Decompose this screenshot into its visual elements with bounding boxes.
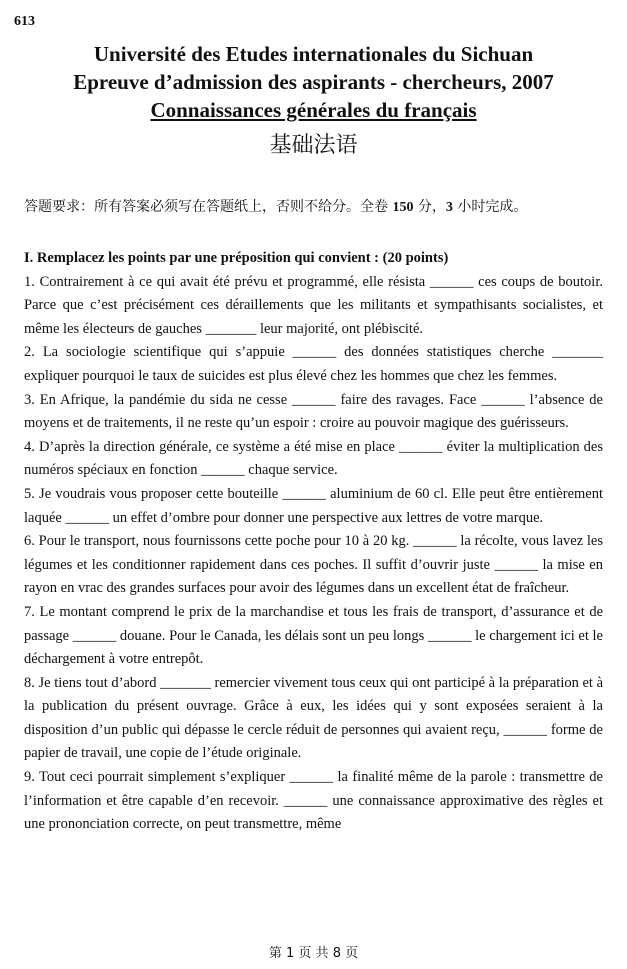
question-3: 3. En Afrique, la pandémie du sida ne cesse ______ faire des ravages. Face ______ l’absence de moyens et de traitements, il ne reste qu’un espoir : croire au pouvoir magique des guérisseurs. — [24, 391, 603, 432]
subject-title: Connaissances générales du français — [150, 98, 477, 122]
question-6: 6. Pour le transport, nous fournissons cette poche pour 10 à 20 kg. ______ la récolte, vous lavez les légumes et les conditionner rapidement dans ces poches. Il suffit d’ouvrir juste ______ la mise en rayon en vrac des grandes surfaces pour avoir des légumes dans un excellent état de fraîcheur. — [24, 533, 603, 597]
question-1: 1. Contrairement à ce qui avait été prévu et programmé, elle résista ______ ces coups de boutoir. Parce que c’est précisément ces déraillements que les militants et sympathisants socialistes, et même les électeurs de gauches _______ leur majorité, ont plébiscité. — [24, 273, 603, 337]
question-7: 7. Le montant comprend le prix de la marchandise et tous les frais de transport, d’assurance et de passage ______ douane. Pour le Canada, les délais sont un peu longs ______ le chargement ici et le déchargement à votre entrepôt. — [24, 603, 603, 668]
question-9: 9. Tout ceci pourrait simplement s’expliquer ______ la finalité même de la parole : transmettre de l’information et être capable d’en recevoir. ______ une connaissance approximative des règles et une prononciation correcte, on peut transmettre, même — [24, 769, 603, 833]
exam-instructions — [24, 196, 613, 216]
instructions-mid: 分， — [413, 199, 446, 215]
university-title: Université des Etudes internationales du Sichuan — [93, 42, 534, 66]
exam-title: Epreuve d’admission des aspirants - chercheurs, 2007 — [73, 70, 554, 94]
total-points: 150 — [392, 200, 414, 215]
exam-section — [24, 247, 603, 837]
instructions-suffix: 小时完成。 — [452, 199, 528, 215]
section-heading: I. Remplacez les points par une préposition qui convient : (20 points) — [24, 250, 449, 266]
page-number: 613 — [14, 14, 35, 29]
question-2: 2. La sociologie scientifique qui s’appuie ______ des données statistiques cherche _______ expliquer pourquoi le taux de suicides est plus élevé chez les hommes que chez les femmes. — [24, 344, 603, 384]
instructions-prefix: 答题要求：所有答案必须写在答题纸上，否则不给分。全卷 — [24, 199, 393, 215]
subject-title-chinese: 基础法语 — [269, 133, 358, 158]
question-5: 5. Je voudrais vous proposer cette bouteille ______ aluminium de 60 cl. Elle peut être entièrement laquée ______ un effet d’ombre pour donner une perspective aux lettres de votre marque. — [24, 485, 603, 526]
exam-header — [0, 40, 627, 162]
question-4: 4. D’après la direction générale, ce système a été mise en place ______ éviter la multiplication des numéros spéciaux en fonction ______ chaque service. — [24, 438, 603, 479]
question-8: 8. Je tiens tout d’abord _______ remercier vivement tous ceux qui ont participé à la préparation et à la publication du présent ouvrage. Grâce à eux, les idées qui y sont exposées seraient à la disposition d’un public qui dépasse le cercle réduit de personnes qui avaient reçu, ______ forme de papier de travail, une copie de l’étude originale. — [24, 674, 604, 762]
duration-hours: 3 — [445, 200, 453, 215]
page-footer: 第 1 页 共 8 页 — [268, 946, 359, 961]
